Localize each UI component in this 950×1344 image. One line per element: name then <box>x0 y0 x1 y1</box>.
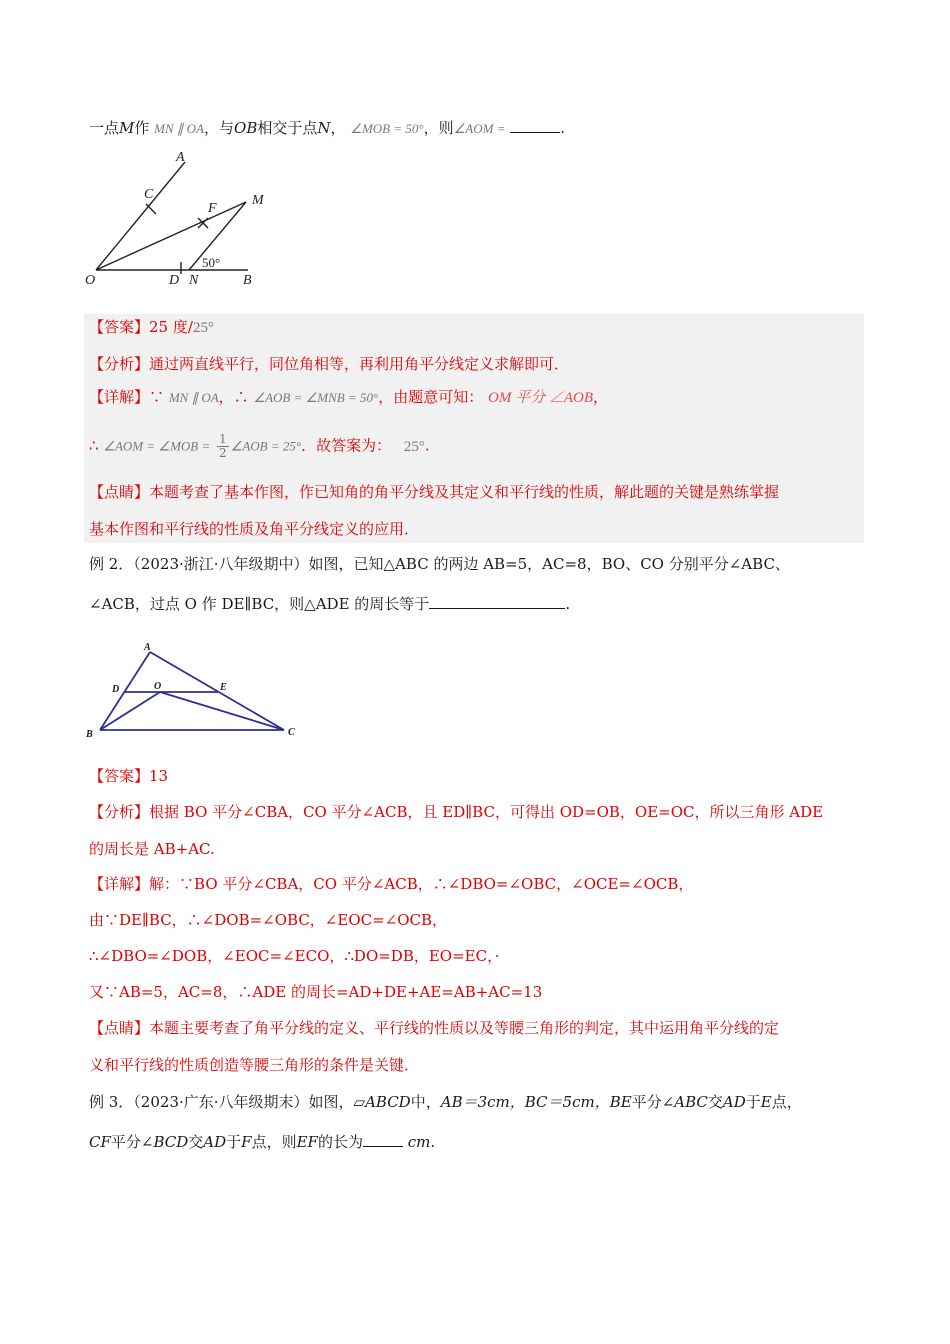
q2-figure <box>84 640 304 740</box>
label-angle-50: 50° <box>202 255 221 270</box>
q1-text: ，则 <box>423 119 454 137</box>
label-b: B <box>243 273 252 288</box>
q1-point-m: M <box>119 119 135 137</box>
label-c: C <box>288 727 295 738</box>
label-d: D <box>112 684 120 695</box>
q1-ob: OB <box>234 119 258 137</box>
q2-detail-text3: ∴∠DBO=∠DOB，∠EOC=∠ECO，∴DO=DB，EO=EC，· <box>89 947 500 965</box>
q2-question-line1 <box>89 557 790 572</box>
q2-detail-text1: 解：∵BO 平分∠CBA，CO 平分∠ACB，∴∠DBO=∠OBC，∠OCE=∠OCB， <box>149 875 694 893</box>
q2-point-text2: 义和平行线的性质创造等腰三角形的条件是关键． <box>89 1056 420 1074</box>
label-a: A <box>176 150 185 165</box>
q1-detail2-math3: 25° <box>403 438 425 455</box>
q2-point-line2 <box>89 1058 419 1073</box>
q1-text: ∴ <box>89 436 99 455</box>
q3-text: 中， <box>410 1093 441 1111</box>
q3-text: 平分∠ <box>631 1093 675 1111</box>
side-ab <box>100 652 150 730</box>
q1-text: ， <box>330 119 346 137</box>
q3-text: 点，则 <box>251 1133 297 1151</box>
analysis-tag: 【分析】 <box>89 803 150 821</box>
q1-point-text1: 本题考查了基本作图，作已知角的角平分线及其定义和平行线的性质，解此题的关键是熟练掌握 <box>149 483 780 501</box>
q1-detail-math2: ∠AOB = ∠MNB = 50° <box>253 390 379 405</box>
q1-point-text2: 基本作图和平行线的性质及角平分线定义的应用． <box>89 520 420 538</box>
q1-fraction <box>217 433 229 460</box>
label-n: N <box>189 273 199 288</box>
label-c: C <box>144 187 154 202</box>
q3-cf: CF <box>89 1133 111 1151</box>
q1-point-line1 <box>89 485 779 500</box>
q2-answer-line <box>89 769 168 784</box>
q1-detail-math1: MN ∥ OA <box>168 390 219 405</box>
q1-answer-math: 25° <box>192 320 214 336</box>
q3-angle-bcd: BCD <box>153 1133 189 1151</box>
q2-detail-text4: 又∵AB=5，AC=8，∴ADE 的周长=AD+DE+AE=AB+AC=13 <box>89 983 543 1001</box>
q3-text: . <box>430 1133 436 1151</box>
q2-text: 例 2．（2023·浙江·八年级期中）如图，已知△ABC 的两边 AB=5，AC=8，BO、CO 分别平分∠ABC、 <box>89 555 790 573</box>
q1-question-line <box>89 118 565 136</box>
q3-unit: cm <box>407 1133 431 1151</box>
point-tag: 【点睛】 <box>89 483 150 501</box>
q2-detail-line2 <box>89 913 447 928</box>
analysis-tag: 【分析】 <box>89 355 150 373</box>
q2-detail-text2: 由∵DE∥BC，∴∠DOB=∠OBC，∠EOC=∠OCB， <box>89 911 448 929</box>
q2-analysis-line2 <box>89 842 215 857</box>
q3-point-f: F <box>241 1133 252 1151</box>
label-a: A <box>144 642 151 653</box>
q3-parallelogram: ▱ABCD <box>353 1093 411 1111</box>
q3-text: 平分∠ <box>110 1133 154 1151</box>
q3-text: 点， <box>771 1093 802 1111</box>
ray-oa <box>96 162 185 270</box>
q1-detail-line2 <box>89 433 430 460</box>
q2-analysis-text1: 根据 BO 平分∠CBA，CO 平分∠ACB，且 ED∥BC，可得出 OD=OB，OE=OC，所以三角形 ADE <box>149 803 824 821</box>
frac-denominator: 2 <box>219 446 227 461</box>
q2-detail-line3 <box>89 949 499 964</box>
q3-text: 例 3．（2023·广东·八年级期末）如图， <box>89 1093 354 1111</box>
q1-math-aom: ∠AOM = <box>453 121 506 136</box>
q3-angle-abc: ABC <box>674 1093 708 1111</box>
segment-bo <box>100 692 160 730</box>
tick-c <box>146 204 156 214</box>
q2-answer-text: 13 <box>149 767 169 785</box>
label-e: E <box>220 682 227 693</box>
detail-tag: 【详解】 <box>89 875 150 893</box>
q1-detail2-math2: ∠AOB = 25° <box>230 438 302 454</box>
q2-point-line1 <box>89 1021 779 1036</box>
q3-text: 交 <box>707 1093 723 1111</box>
q3-ef: EF <box>296 1133 318 1151</box>
q2-answer-blank <box>429 594 565 609</box>
q1-analysis-line <box>89 357 569 372</box>
q3-ad: AD <box>203 1133 227 1151</box>
q1-solution-panel <box>84 314 864 543</box>
q1-text: 一点 <box>89 119 120 137</box>
q1-text: ，∴ <box>218 388 249 406</box>
detail-tag: 【详解】 <box>89 388 150 406</box>
q1-text: 相交于点 <box>257 119 318 137</box>
q2-analysis-line1 <box>89 805 823 820</box>
q1-detail-math3: OM 平分 ∠AOB <box>488 390 594 406</box>
q1-analysis-text: 通过两直线平行，同位角相等，再利用角平分线定义求解即可． <box>149 355 570 373</box>
q1-detail2-math1: ∠AOM = ∠MOB = <box>103 438 211 454</box>
q2-text: . <box>565 595 571 613</box>
q1-point-n: N <box>317 119 331 137</box>
q1-answer-blank <box>510 118 560 133</box>
q3-ad: AD <box>722 1093 746 1111</box>
q2-text: ∠ACB，过点 O 作 DE∥BC，则△ADE 的周长等于 <box>89 595 430 613</box>
q1-text: ，由题意可知： <box>378 388 484 406</box>
q1-text: ∵ <box>149 388 165 406</box>
q1-text: 作 <box>134 119 150 137</box>
label-b: B <box>86 729 93 740</box>
frac-numerator: 1 <box>219 432 227 446</box>
q2-detail-line4 <box>89 985 542 1000</box>
q1-detail-line <box>89 390 608 406</box>
q1-answer-line <box>89 320 214 336</box>
q3-question-line2 <box>89 1132 435 1150</box>
label-f: F <box>208 201 217 216</box>
label-m: M <box>252 193 264 208</box>
q3-text: 于 <box>226 1133 242 1151</box>
q1-figure <box>80 148 280 293</box>
q1-text: ，与 <box>204 119 235 137</box>
q2-point-text1: 本题主要考查了角平分线的定义、平行线的性质以及等腰三角形的判定，其中运用角平分线的定 <box>149 1019 780 1037</box>
answer-tag: 【答案】 <box>89 318 150 336</box>
answer-tag: 【答案】 <box>89 767 150 785</box>
line-om <box>96 202 246 270</box>
point-tag: 【点睛】 <box>89 1019 150 1037</box>
q2-detail-line1 <box>89 877 693 892</box>
side-ac <box>150 652 284 730</box>
q1-answer-text: 25 度/ <box>149 318 193 336</box>
label-o: O <box>85 273 96 288</box>
q3-text: 的长为 <box>317 1133 363 1151</box>
q1-math-angle: ∠MOB = 50° <box>350 121 424 136</box>
label-o: O <box>154 681 162 692</box>
q2-analysis-text2: 的周长是 AB+AC. <box>89 840 215 858</box>
q3-question-line1 <box>89 1095 802 1110</box>
q1-text: . <box>560 119 566 137</box>
q1-point-line2 <box>89 522 419 537</box>
q1-math-parallel: MN ∥ OA <box>154 121 205 136</box>
q3-given: AB＝3cm，BC＝5cm，BE <box>440 1093 632 1111</box>
q3-text: 于 <box>745 1093 761 1111</box>
q1-text: ， <box>593 388 609 406</box>
q1-text: . <box>424 436 430 455</box>
q3-text: 交 <box>188 1133 204 1151</box>
q2-question-line2 <box>89 594 570 612</box>
label-d: D <box>169 273 180 288</box>
q1-text: ．故答案为： <box>301 436 392 455</box>
q3-answer-blank <box>363 1132 403 1147</box>
q3-point-e: E <box>760 1093 772 1111</box>
segment-co <box>160 692 284 730</box>
